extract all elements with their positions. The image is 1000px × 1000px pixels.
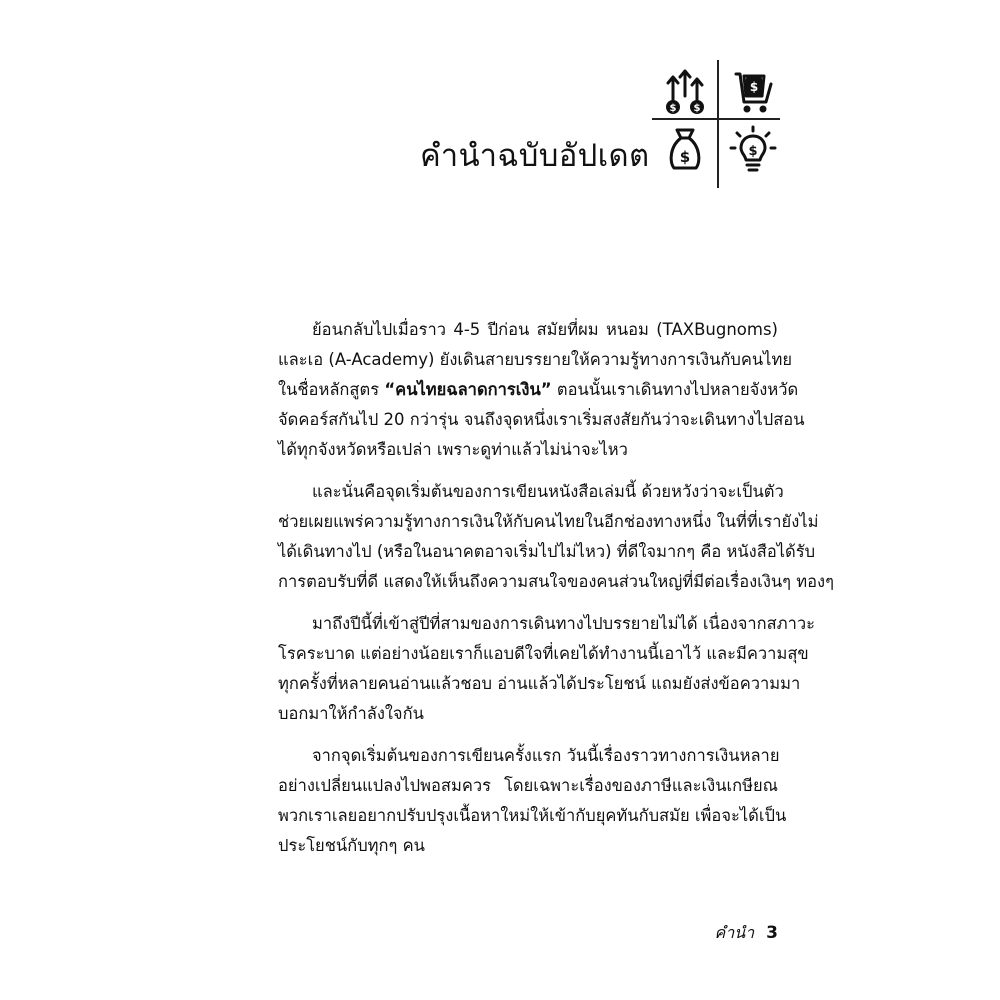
text-line: พวกเราเลยอยากปรับปรุงเนื้อหาใหม่ให้เข้ากับยุคทันกับสมัย เพื่อจะได้เป็น <box>278 806 787 825</box>
text-line: อย่างเปลี่ยนแปลงไปพอสมควร โดยเฉพาะเรื่องของภาษีและเงินเกษียณ <box>278 776 778 795</box>
paragraph-3 <box>278 609 815 729</box>
page-title: คำนำฉบับอัปเดต <box>420 138 650 174</box>
text-line: ได้เดินทางไป (หรือในอนาคตอาจเริ่มไปไม่ไหว) ที่ดีใจมากๆ คือ หนังสือได้รับ <box>278 542 816 561</box>
text-line: บอกมาให้กำลังใจกัน <box>278 704 424 723</box>
page-number: 3 <box>766 923 778 943</box>
text-line: ย้อนกลับไปเมื่อราว 4-5 ปีก่อน สมัยที่ผม หนอม (TAXBugnoms) <box>312 320 778 339</box>
text-line: จัดคอร์สกันไป 20 กว่ารุ่น จนถึงจุดหนึ่งเราเริ่มสงสัยกันว่าจะเดินทางไปสอน <box>278 410 805 429</box>
lightbulb-icon <box>728 124 778 174</box>
svg-text:$: $ <box>693 103 701 114</box>
svg-text:$: $ <box>669 103 677 114</box>
money-bag-icon <box>660 124 710 174</box>
text-line: ได้ทุกจังหวัดหรือเปล่า เพราะดูท่าแล้วไม่น่าจะไหว <box>278 440 628 459</box>
growth-coins-icon <box>660 66 710 116</box>
icon-grid-divider-horizontal <box>652 118 780 120</box>
text-line: โรคระบาด แต่อย่างน้อยเราก็แอบดีใจที่เคยได้ทำงานนี้เอาไว้ และมีความสุข <box>278 644 809 663</box>
text-line: จากจุดเริ่มต้นของการเขียนครั้งแรก วันนี้เรื่องราวทางการเงินหลาย <box>312 746 780 765</box>
text-line: และนั่นคือจุดเริ่มต้นของการเขียนหนังสือเล่มนี้ ด้วยหวังว่าจะเป็นตัว <box>312 482 784 501</box>
body-text <box>278 315 834 873</box>
text-line: ประโยชน์กับทุกๆ คน <box>278 836 425 855</box>
text-line <box>278 375 799 405</box>
course-name-bold: “คนไทยฉลาดการเงิน” <box>384 380 552 399</box>
svg-text:$: $ <box>748 144 758 159</box>
money-bag-cart-icon <box>728 66 778 116</box>
text-line-pre: ในชื่อหลักสูตร <box>278 380 385 399</box>
paragraph-4 <box>278 741 787 861</box>
chapter-header <box>0 0 1000 200</box>
text-line: ทุกครั้งที่หลายคนอ่านแล้วชอบ อ่านแล้วได้ประโยชน์ แถมยังส่งข้อความมา <box>278 674 801 693</box>
svg-text:$: $ <box>679 148 691 166</box>
text-line: และเอ (A-Academy) ยังเดินสายบรรยายให้ความรู้ทางการเงินกับคนไทย <box>278 350 792 369</box>
text-line: มาถึงปีนี้ที่เข้าสู่ปีที่สามของการเดินทางไปบรรยายไม่ได้ เนื่องจากสภาวะ <box>312 614 815 633</box>
page-footer <box>715 918 778 948</box>
text-line-post: ตอนนั้นเราเดินทางไปหลายจังหวัด <box>551 380 799 399</box>
text-line: ช่วยเผยแพร่ความรู้ทางการเงินให้กับคนไทยในอีกช่องทางหนึ่ง ในที่ที่เรายังไม่ <box>278 512 819 531</box>
paragraph-1 <box>278 315 805 465</box>
icon-grid-divider-vertical <box>717 60 719 188</box>
svg-text:$: $ <box>749 80 759 94</box>
text-line: การตอบรับที่ดี แสดงให้เห็นถึงความสนใจของคนส่วนใหญ่ที่มีต่อเรื่องเงินๆ ทองๆ <box>278 572 834 591</box>
paragraph-2 <box>278 477 834 597</box>
footer-section-label: คำนำ <box>714 923 755 942</box>
